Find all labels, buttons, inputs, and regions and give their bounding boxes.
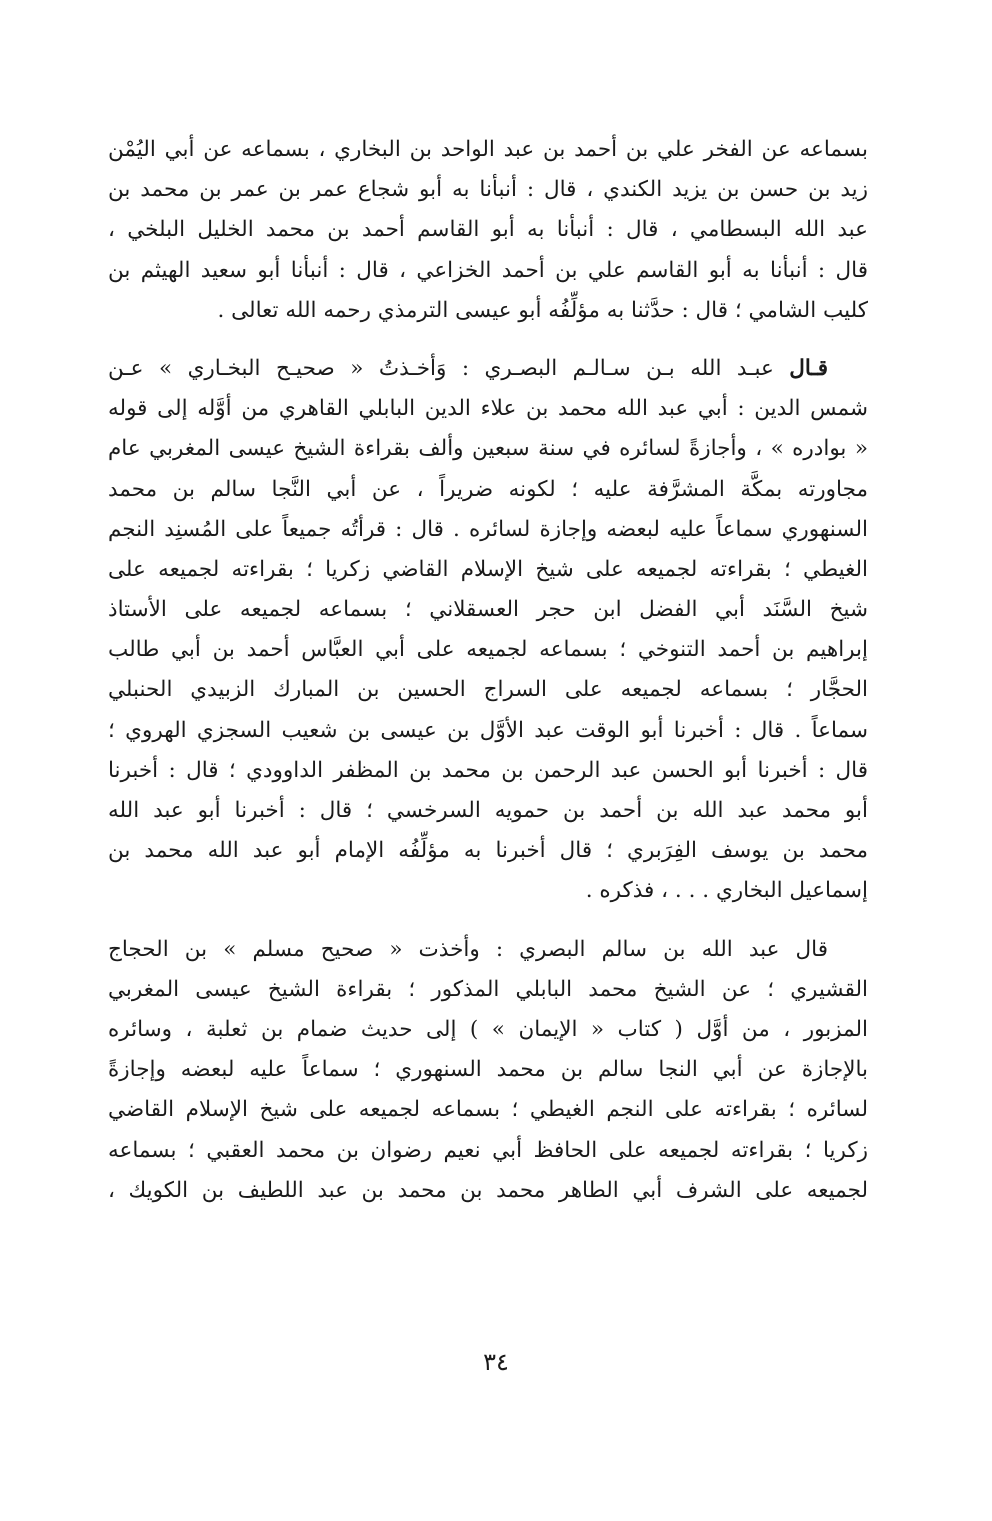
text-line: قال : أنبأنا به أبو القاسم علي بن أحمد الخزاعي ، قال : أنبأنا أبو سعيد الهيثم بن xyxy=(108,257,868,283)
text-line: مجاورته بمكَّة المشرَّفة عليه ؛ لكونه ضريراً ، عن أبي النَّجا سالم بن محمد xyxy=(108,476,868,502)
paragraph-1 xyxy=(108,130,868,331)
text-line: بالإجازة عن أبي النجا سالم بن محمد السنهوري ؛ سماعاً عليه لبعضه وإجازةً xyxy=(108,1057,868,1083)
text-line: إسماعيل البخاري . . . ، فذكره . xyxy=(585,878,868,904)
text-line: محمد بن يوسف الفِرَبري ؛ قال أخبرنا به مؤلِّفُه الإمام أبو عبد الله محمد بن xyxy=(108,838,868,864)
text-line: كليب الشامي ؛ قال : حدَّثنا به مؤلِّفُه أبو عيسى الترمذي رحمه الله تعالى . xyxy=(217,297,868,323)
text-line xyxy=(108,349,868,389)
text-line: زكريا ؛ بقراءته لجميعه على الحافظ أبي نعيم رضوان بن محمد العقبي ؛ بسماعه xyxy=(108,1137,868,1163)
text-line: الغيطي ؛ بقراءته لجميعه على شيخ الإسلام القاضي زكريا ؛ بقراءته لجميعه على xyxy=(108,556,868,582)
text-line: قال عبد الله بن سالم البصري : وأخذت « صحيح مسلم » بن الحجاج xyxy=(108,936,828,962)
text-line: لجميعه على الشرف أبي الطاهر محمد بن محمد بن عبد اللطيف بن الكويك ، xyxy=(108,1177,868,1203)
text-line: بسماعه عن الفخر علي بن أحمد بن عبد الواحد بن البخاري ، بسماعه عن أبي اليُمْن xyxy=(108,137,868,162)
page-body xyxy=(108,130,868,1229)
text-line: أبو محمد عبد الله بن أحمد بن حمويه السرخسي ؛ قال : أخبرنا أبو عبد الله xyxy=(108,798,868,823)
text-line: شيخ السَّنَد أبي الفضل ابن حجر العسقلاني ؛ بسماعه لجميعه على الأستاذ xyxy=(108,597,868,623)
text-line: عبد الله البسطامي ، قال : أنبأنا به أبو القاسم أحمد بن محمد الخليل البلخي ، xyxy=(108,217,868,243)
paragraph-2 xyxy=(108,349,868,912)
text-line: شمس الدين : أبي عبد الله محمد بن علاء الدين البابلي القاهري من أوَّله إلى قوله xyxy=(108,396,868,422)
page-number: ٣٤ xyxy=(483,1348,509,1376)
text-line: السنهوري سماعاً عليه لبعضه وإجازة لسائره . قال : قرأتُه جميعاً على المُسنِد النجم xyxy=(108,516,868,542)
text-line: « بوادره » ، وأجازةً لسائره في سنة سبعين وألف بقراءة الشيخ عيسى المغربي عام xyxy=(108,436,868,462)
paragraph-lead-word: قـال xyxy=(789,355,828,381)
text-line: سماعاً . قال : أخبرنا أبو الوقت عبد الأوَّل بن عيسى بن شعيب السجزي الهروي ؛ xyxy=(108,717,868,743)
lead-line-rest: عبـد الله بـن سـالـم البصـري : وَأخـذتُ « صحيـح البخـاري » عـن xyxy=(108,355,790,381)
text-line: إبراهيم بن أحمد التنوخي ؛ بسماعه لجميعه على أبي العبَّاس أحمد بن أبي طالب xyxy=(108,637,868,663)
text-line: القشيري ؛ عن الشيخ محمد البابلي المذكور ؛ بقراءة الشيخ عيسى المغربي xyxy=(108,976,868,1002)
text-line: الحجَّار ؛ بسماعه لجميعه على السراج الحسين بن المبارك الزبيدي الحنبلي xyxy=(108,677,868,703)
text-line: المزبور ، من أوَّل ( كتاب « الإيمان » ) إلى حديث ضمام بن ثعلبة ، وسائره xyxy=(108,1016,868,1042)
paragraph-3 xyxy=(108,930,868,1211)
text-line: زيد بن حسن بن يزيد الكندي ، قال : أنبأنا به أبو شجاع عمر بن عمر بن محمد بن xyxy=(108,177,868,203)
text-line: قال : أخبرنا أبو الحسن عبد الرحمن بن محمد بن المظفر الداوودي ؛ قال : أخبرنا xyxy=(108,757,868,783)
text-line: لسائره ؛ بقراءته على النجم الغيطي ؛ بسماعه لجميعه على شيخ الإسلام القاضي xyxy=(108,1097,868,1123)
